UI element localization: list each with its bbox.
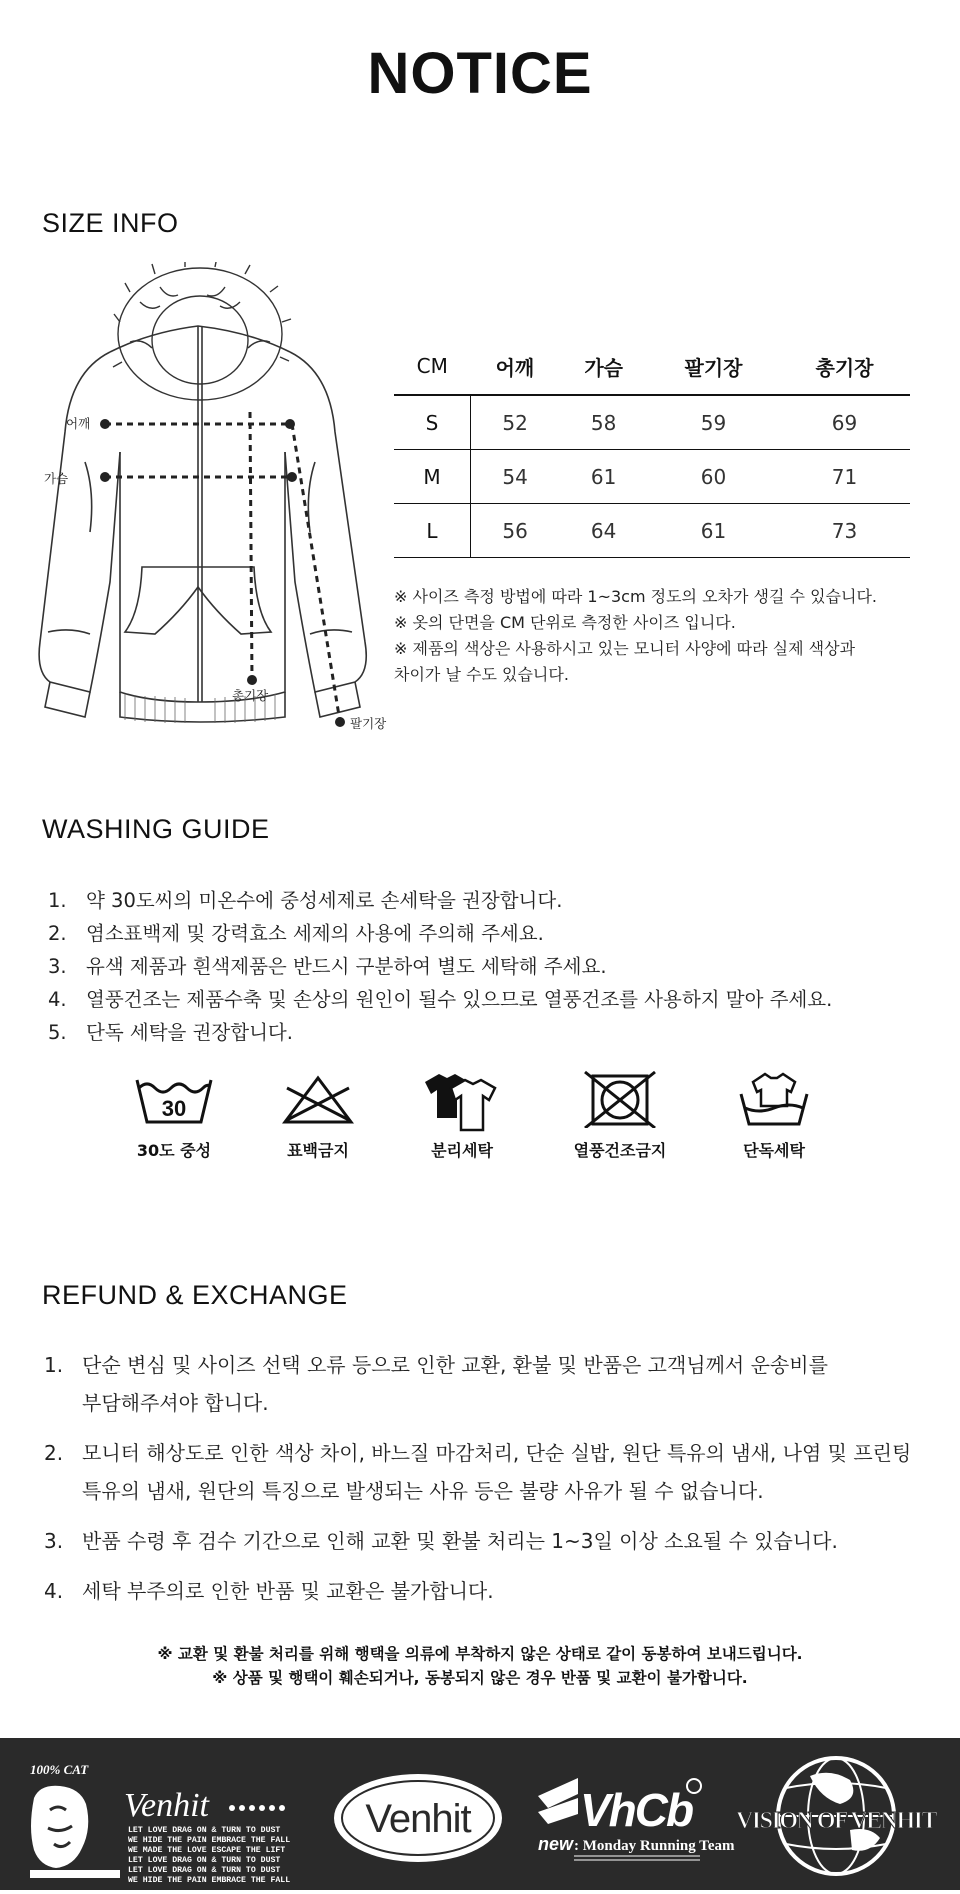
- logo1-line: WE HIDE THE PAIN EMBRACE THE FALL: [128, 1836, 291, 1845]
- logo1-line: LET LOVE DRAG ON & TURN TO DUST: [128, 1826, 281, 1835]
- jacket-diagram: [30, 262, 400, 732]
- refund-note: ※ 교환 및 환불 처리를 위해 행택을 의류에 부착하지 않은 상태로 같이 동봉하여 보내드립니다.: [157, 1645, 803, 1663]
- table-row: [394, 395, 910, 450]
- size-table-header: [394, 338, 910, 395]
- label-chest: 가슴: [44, 471, 69, 486]
- list-number: 4.: [44, 1579, 64, 1603]
- logo1-name: Venhit: [124, 1787, 209, 1824]
- list-text: 반품 수령 후 검수 기간으로 인해 교환 및 환불 처리는 1~3일 이상 소요될 수 있습니다.: [82, 1529, 838, 1553]
- value-cell: 56: [471, 504, 560, 558]
- header-cm: CM: [394, 338, 471, 395]
- refund-notes: [0, 1642, 960, 1690]
- list-text: 세탁 부주의로 인한 반품 및 교환은 불가합니다.: [82, 1579, 494, 1603]
- care-label: 30도 중성: [136, 1141, 212, 1160]
- size-cell: L: [394, 504, 471, 558]
- list-text: 단독 세탁을 권장합니다.: [86, 1021, 293, 1044]
- value-cell: 64: [559, 504, 648, 558]
- single-wash-icon: [729, 1068, 819, 1128]
- value-cell: 73: [779, 504, 910, 558]
- table-row: [394, 504, 910, 558]
- logo1-top: 100% CAT: [30, 1762, 89, 1777]
- logo1-line: WE HIDE THE PAIN EMBRACE THE FALL: [128, 1876, 291, 1885]
- list-number: 1.: [44, 1353, 64, 1377]
- brand-footer: [0, 1738, 960, 1890]
- page-title: NOTICE: [367, 41, 593, 106]
- value-cell: 71: [779, 450, 910, 504]
- label-total-length: 총기장: [232, 688, 269, 703]
- logo3-sub: : Monday Running Team: [574, 1838, 735, 1854]
- list-number: 3.: [44, 1529, 64, 1553]
- care-item-no-tumble-dry: [550, 1068, 690, 1161]
- size-notes: [394, 584, 877, 688]
- list-number: 5.: [48, 1021, 67, 1044]
- list-number: 2.: [48, 922, 67, 945]
- logo2-name: Venhit: [365, 1797, 471, 1841]
- size-cell: S: [394, 395, 471, 450]
- list-item: [48, 983, 832, 1016]
- logo-vhcb: [538, 1778, 735, 1860]
- separate-wash-icon: [417, 1068, 507, 1134]
- value-cell: 61: [559, 450, 648, 504]
- logo-venhit-oval: [334, 1774, 502, 1862]
- table-row: [394, 450, 910, 504]
- refund-note: ※ 상품 및 행택이 훼손되거나, 동봉되지 않은 경우 반품 및 교환이 불가합니다.: [212, 1669, 748, 1687]
- list-text: 모니터 해상도로 인한 색상 차이, 바느질 마감처리, 단순 실밥, 원단 특유의 냄새, 나염 및 프린팅: [82, 1441, 912, 1465]
- care-label: 단독세탁: [743, 1141, 805, 1160]
- value-cell: 52: [471, 395, 560, 450]
- size-note: ※ 사이즈 측정 방법에 따라 1~3cm 정도의 오차가 생길 수 있습니다.: [394, 587, 877, 606]
- no-tumble-dry-icon: [575, 1068, 665, 1128]
- list-number: 3.: [48, 955, 67, 978]
- list-item: [48, 1016, 832, 1049]
- size-table: [394, 338, 910, 558]
- wash-30-icon: [129, 1068, 219, 1128]
- label-shoulder: 어깨: [66, 416, 91, 431]
- value-cell: 59: [648, 395, 779, 450]
- no-bleach-icon: [273, 1068, 363, 1128]
- washing-guide-list: [48, 884, 832, 1049]
- logo3-prefix: new: [538, 1834, 574, 1854]
- value-cell: 58: [559, 395, 648, 450]
- care-label: 열풍건조금지: [573, 1141, 667, 1160]
- list-text: 약 30도씨의 미온수에 중성세제로 손세탁을 권장합니다.: [86, 889, 563, 912]
- size-note: 차이가 날 수도 있습니다.: [394, 665, 569, 684]
- refund-list: [44, 1346, 924, 1622]
- care-label: 표백금지: [287, 1141, 349, 1160]
- size-note: ※ 옷의 단면을 CM 단위로 측정한 사이즈 입니다.: [394, 613, 736, 632]
- list-number: 2.: [44, 1441, 64, 1465]
- washing-guide-heading: WASHING GUIDE: [42, 814, 270, 844]
- logo4-name: VISION OF VENHIT: [735, 1808, 937, 1834]
- logo1-line: LET LOVE DRAG ON & TURN TO DUST: [128, 1856, 281, 1865]
- header-total-length: 총기장: [779, 338, 910, 395]
- list-text: 특유의 냄새, 원단의 특징으로 발생되는 사유 등은 불량 사유가 될 수 없습니다.: [82, 1479, 764, 1503]
- list-item: [48, 884, 832, 917]
- list-number: 4.: [48, 988, 67, 1011]
- brand-logos: [0, 1738, 960, 1890]
- refund-heading: REFUND & EXCHANGE: [42, 1280, 348, 1310]
- list-item: [48, 950, 832, 983]
- list-number: 1.: [48, 889, 67, 912]
- logo-vision-of-venhit: [736, 1758, 938, 1874]
- care-item-no-bleach: [248, 1068, 388, 1161]
- care-item-single-wash: [704, 1068, 844, 1161]
- care-label: 분리세탁: [431, 1141, 493, 1160]
- list-item: [48, 917, 832, 950]
- value-cell: 60: [648, 450, 779, 504]
- list-text: 열풍건조는 제품수축 및 손상의 원인이 될수 있으므로 열풍건조를 사용하지 말아 주세요.: [86, 988, 833, 1011]
- size-note: ※ 제품의 색상은 사용하시고 있는 모니터 사양에 따라 실제 색상과: [394, 639, 856, 658]
- logo3-name: VhCb: [580, 1784, 693, 1836]
- list-text: 염소표백제 및 강력효소 세제의 사용에 주의해 주세요.: [86, 922, 544, 945]
- logo1-line: WE MADE THE LOVE ESCAPE THE LIFT: [128, 1846, 286, 1855]
- list-item: [44, 1572, 924, 1610]
- value-cell: 69: [779, 395, 910, 450]
- list-item: [44, 1522, 924, 1560]
- size-info-heading: SIZE INFO: [42, 208, 179, 238]
- size-cell: M: [394, 450, 471, 504]
- list-text: 유색 제품과 흰색제품은 반드시 구분하여 별도 세탁해 주세요.: [86, 955, 607, 978]
- care-item-wash-30: [104, 1068, 244, 1161]
- header-shoulder: 어깨: [471, 338, 560, 395]
- list-text: 부담해주셔야 합니다.: [82, 1391, 269, 1415]
- care-item-separate-wash: [392, 1068, 532, 1161]
- list-item: [44, 1434, 924, 1510]
- list-item: [44, 1346, 924, 1422]
- label-sleeve: 팔기장: [350, 716, 387, 731]
- value-cell: 54: [471, 450, 560, 504]
- logo-100cat-venhit: [30, 1762, 290, 1885]
- wash-temperature: 30: [161, 1096, 187, 1121]
- value-cell: 61: [648, 504, 779, 558]
- header-chest: 가슴: [559, 338, 648, 395]
- logo1-line: LET LOVE DRAG ON & TURN TO DUST: [128, 1866, 281, 1875]
- list-text: 단순 변심 및 사이즈 선택 오류 등으로 인한 교환, 환불 및 반품은 고객님께서 운송비를: [82, 1353, 828, 1377]
- header-sleeve: 팔기장: [648, 338, 779, 395]
